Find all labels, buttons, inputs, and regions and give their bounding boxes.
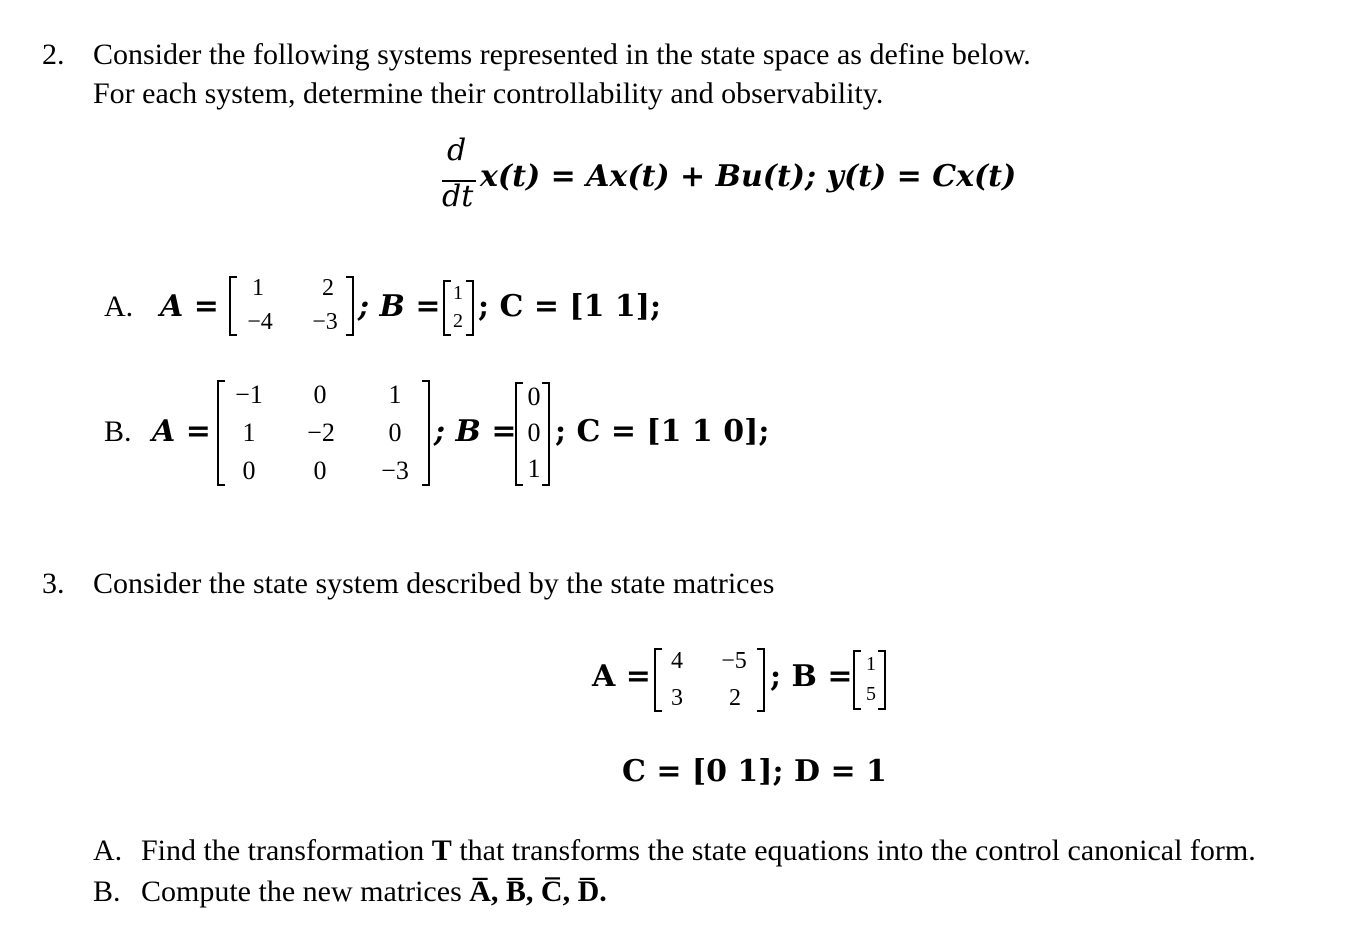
q2b-A-cell: −3 [381,456,409,485]
q2b-B-bracket-right [542,382,550,486]
q3a-text-post: that transforms the state equations into the control canonical form. [451,834,1256,867]
q2-number: 2. [42,38,65,71]
q2b-A-bracket-right [422,380,430,486]
q3-A-cell: 2 [729,685,741,711]
q2b-label: B. [104,415,132,448]
q2a-label: A. [104,290,134,323]
q2a-A-bracket-right [346,276,354,336]
q2b-B-cell: 1 [527,454,541,483]
q2b-A-cell: 0 [313,456,327,485]
q2a-B-cell: 1 [453,282,463,304]
q3-A-bracket-right [757,648,765,712]
q2-line1: Consider the following systems represented in the state space as define below. [93,38,1031,71]
q2b-B-cell: 0 [527,418,541,447]
q3b-matrices: A̅, B̅, C̅, D̅. [469,875,607,908]
q3-number: 3. [42,567,65,600]
q2a-A-label: A = [160,289,219,324]
q3a-text-pre: Find the transformation [141,834,432,867]
q3-B-label: ; B = [770,659,853,694]
q3-B-bracket-right [878,650,886,710]
eq-d: d [447,133,467,168]
q2b-B-label: ; B = [434,414,517,449]
q2b-A-cell: −2 [307,418,335,447]
q2b-A-cell: 0 [313,380,327,409]
q3-A-bracket-left [654,648,662,712]
q2b-B-cell: 0 [527,382,541,411]
q2b-A-label: A = [152,414,211,449]
q2a-A-cell: 1 [252,275,264,301]
q3-line1: Consider the state system described by the state matrices [93,567,775,600]
q3-A-cell: 4 [671,648,683,674]
q3-A-label: A = [592,659,651,694]
q2b-A-cell: 1 [242,418,256,447]
q2b-A-cell: 0 [388,418,402,447]
q2a-B-cell: 2 [453,310,463,332]
q3a-text [141,834,1256,868]
q2a-C-label: ; C = [1 1]; [478,289,662,324]
q3-C-D: C = [0 1]; D = 1 [622,754,887,789]
q2b-A-cell: 1 [388,380,402,409]
q3b-text-pre: Compute the new matrices [141,875,470,908]
q3-A-cell: 3 [671,685,683,711]
q2a-A-cell: 2 [322,275,334,301]
q2a-A-cell: −3 [312,309,338,335]
q3a-T: T [431,834,452,867]
q2a-A-cell: −4 [247,309,273,335]
q2a-A-bracket-left [229,276,237,336]
q2a-B-label: ; B = [358,289,441,324]
q2b-A-cell: −1 [235,380,263,409]
q2b-A-cell: 0 [242,456,256,485]
q3b-text [141,875,607,909]
q3-B-cell: 1 [866,653,876,675]
q3-B-cell: 5 [866,683,876,705]
q2b-C-label: ; C = [1 1 0]; [555,414,770,449]
eq-rhs: x(t) = Ax(t) + Bu(t); y(t) = Cx(t) [480,159,1017,194]
q3a-label: A. [93,834,123,867]
q2a-B-bracket-right [466,280,474,336]
q2-line2: For each system, determine their controllability and observability. [93,77,884,110]
q3b-label: B. [93,875,121,908]
eq-dt: dt [442,179,474,214]
q3-A-cell: −5 [721,648,747,674]
